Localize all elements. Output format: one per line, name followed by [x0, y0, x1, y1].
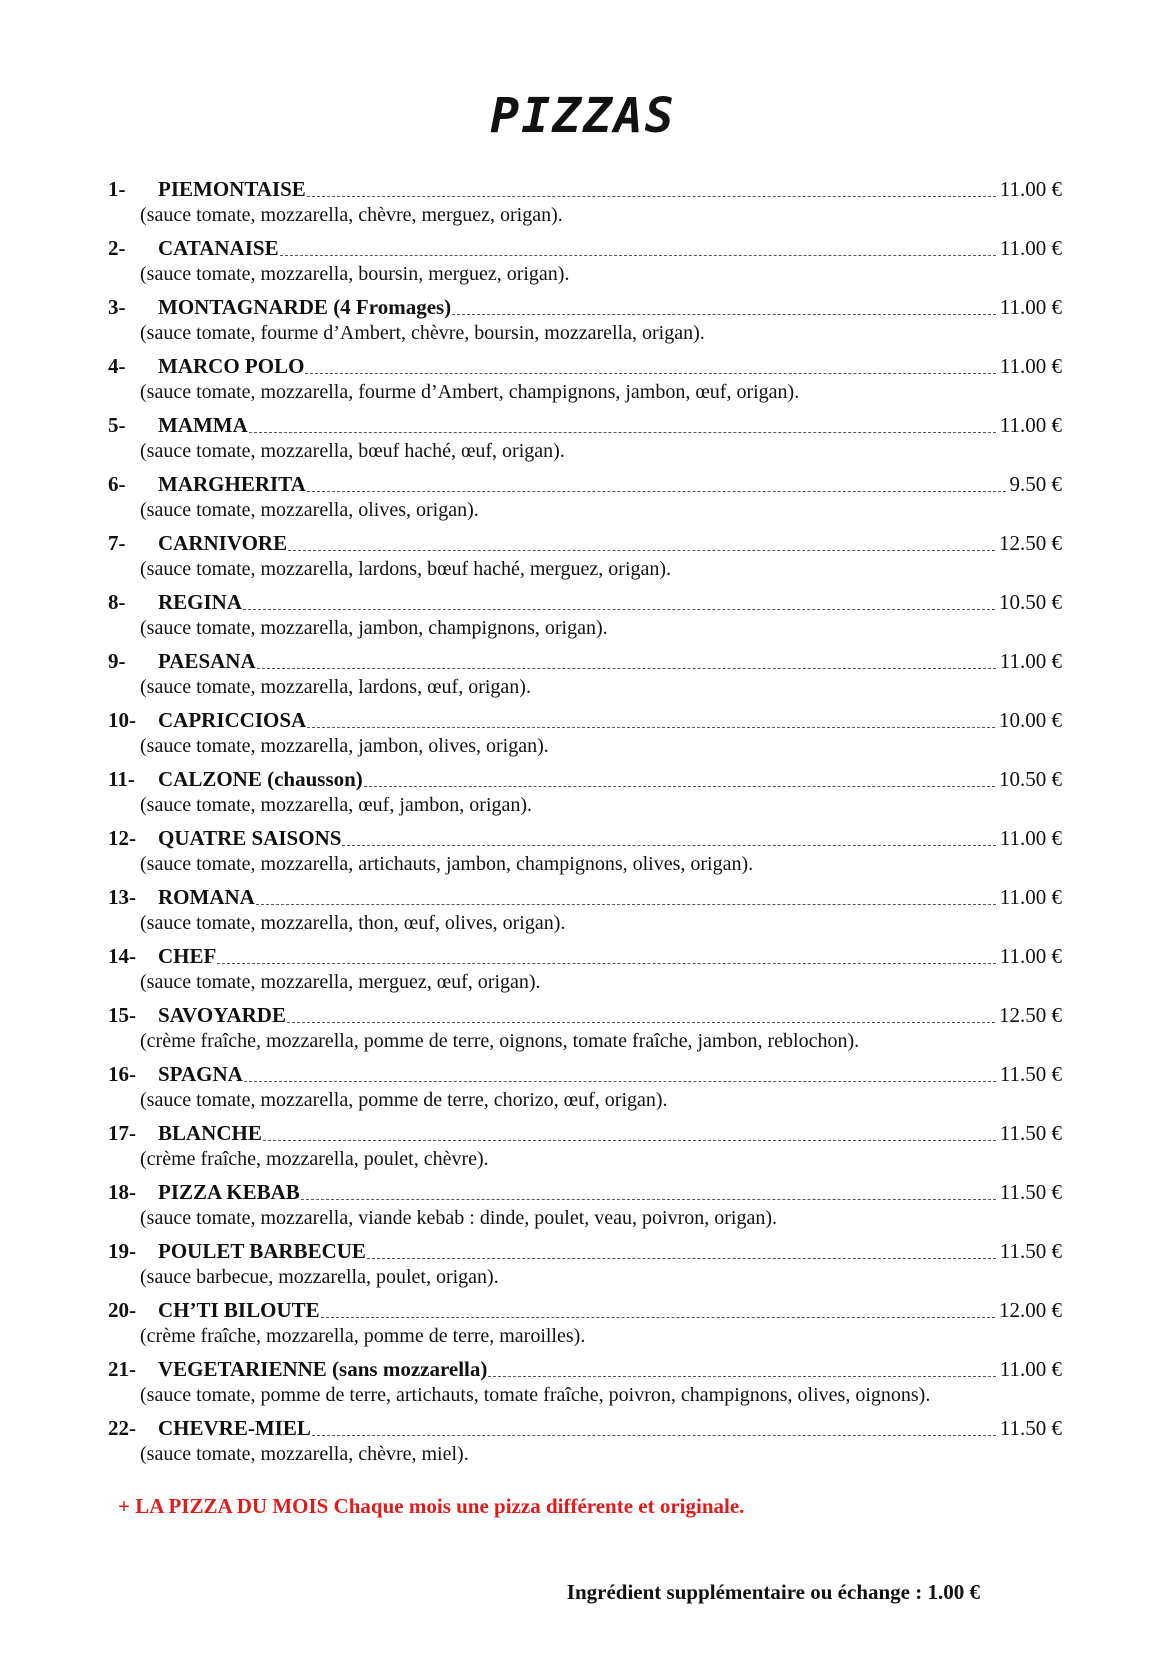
- item-price: 11.00 €: [999, 295, 1062, 319]
- item-number: 11-: [108, 767, 135, 791]
- menu-item: [108, 231, 1062, 290]
- dotted-leader: [301, 1199, 996, 1200]
- menu-item: [108, 1175, 1062, 1234]
- item-price: 11.00 €: [999, 177, 1062, 201]
- menu-item-row: [108, 821, 1062, 851]
- item-ingredients: (sauce tomate, mozzarella, bœuf haché, œuf, origan).: [140, 440, 565, 462]
- menu-item-row: [108, 1175, 1062, 1205]
- item-price: 11.00 €: [999, 649, 1062, 673]
- item-name: REGINA: [158, 590, 243, 614]
- menu-item-row: [108, 644, 1062, 674]
- item-price: 12.50 €: [999, 1003, 1062, 1027]
- item-price: 12.00 €: [999, 1298, 1062, 1322]
- item-number: 22-: [108, 1416, 136, 1440]
- item-ingredients: (sauce tomate, mozzarella, jambon, champignons, origan).: [140, 617, 608, 639]
- item-ingredients: (sauce tomate, mozzarella, merguez, œuf, origan).: [140, 971, 541, 993]
- item-number: 15-: [108, 1003, 136, 1027]
- item-number: 6-: [108, 472, 126, 496]
- menu-item: [108, 408, 1062, 467]
- item-ingredients: (sauce tomate, mozzarella, lardons, œuf, origan).: [140, 676, 531, 698]
- item-price: 11.50 €: [999, 1062, 1062, 1086]
- item-price: 11.50 €: [999, 1416, 1062, 1440]
- menu-item-row: [108, 172, 1062, 202]
- menu-item-row: [108, 998, 1062, 1028]
- item-ingredients: (sauce tomate, mozzarella, chèvre, miel).: [140, 1443, 469, 1465]
- item-ingredients: (crème fraîche, mozzarella, pomme de terre, maroilles).: [140, 1325, 586, 1347]
- item-price: 11.00 €: [999, 236, 1062, 260]
- item-name: CAPRICCIOSA: [158, 708, 307, 732]
- dotted-leader: [217, 963, 995, 964]
- dotted-leader: [256, 904, 996, 905]
- item-number: 17-: [108, 1121, 136, 1145]
- menu-item: [108, 939, 1062, 998]
- item-price: 11.00 €: [999, 1357, 1062, 1381]
- dotted-leader: [263, 1140, 996, 1141]
- dotted-leader: [452, 314, 996, 315]
- menu-item-row: [108, 467, 1062, 497]
- menu-item: [108, 1116, 1062, 1175]
- menu-item: [108, 526, 1062, 585]
- item-ingredients: (crème fraîche, mozzarella, pomme de terre, oignons, tomate fraîche, jambon, reblochon).: [140, 1030, 860, 1052]
- item-price: 11.00 €: [999, 944, 1062, 968]
- dotted-leader: [280, 255, 996, 256]
- item-name: VEGETARIENNE (sans mozzarella): [158, 1357, 488, 1381]
- item-number: 3-: [108, 295, 126, 319]
- item-name: MARGHERITA: [158, 472, 306, 496]
- item-name: QUATRE SAISONS: [158, 826, 342, 850]
- menu-item-row: [108, 585, 1062, 615]
- item-name: SPAGNA: [158, 1062, 243, 1086]
- page-title: PIZZAS: [490, 88, 676, 144]
- item-name: CALZONE (chausson): [158, 767, 363, 791]
- item-number: 1-: [108, 177, 126, 201]
- item-ingredients: (sauce tomate, mozzarella, olives, origan).: [140, 499, 479, 521]
- item-number: 16-: [108, 1062, 136, 1086]
- item-ingredients: (sauce tomate, mozzarella, thon, œuf, olives, origan).: [140, 912, 566, 934]
- item-price: 12.50 €: [999, 531, 1062, 555]
- item-number: 7-: [108, 531, 126, 555]
- menu-item-row: [108, 290, 1062, 320]
- item-ingredients: (sauce tomate, fourme d’Ambert, chèvre, boursin, mozzarella, origan).: [140, 322, 705, 344]
- item-name: SAVOYARDE: [158, 1003, 286, 1027]
- menu-item: [108, 762, 1062, 821]
- item-ingredients: (sauce tomate, mozzarella, œuf, jambon, origan).: [140, 794, 533, 816]
- item-price: 11.50 €: [999, 1180, 1062, 1204]
- menu-item: [108, 1411, 1062, 1470]
- item-name: CHEF: [158, 944, 217, 968]
- item-name: ROMANA: [158, 885, 255, 909]
- item-name: CH’TI BILOUTE: [158, 1298, 320, 1322]
- menu-item: [108, 585, 1062, 644]
- item-price: 11.00 €: [999, 413, 1062, 437]
- item-price: 11.00 €: [999, 354, 1062, 378]
- item-number: 10-: [108, 708, 136, 732]
- dotted-leader: [257, 668, 996, 669]
- menu-item-row: [108, 1352, 1062, 1382]
- dotted-leader: [488, 1376, 995, 1377]
- menu-item-row: [108, 880, 1062, 910]
- item-price: 11.00 €: [999, 826, 1062, 850]
- dotted-leader: [287, 1022, 995, 1023]
- menu-item: [108, 349, 1062, 408]
- menu-item-row: [108, 349, 1062, 379]
- menu-item: [108, 821, 1062, 880]
- item-ingredients: (sauce tomate, pomme de terre, artichauts, tomate fraîche, poivron, champignons, olives, oignons).: [140, 1384, 931, 1406]
- dotted-leader: [307, 491, 1006, 492]
- menu-item: [108, 290, 1062, 349]
- item-ingredients: (sauce tomate, mozzarella, chèvre, merguez, origan).: [140, 204, 563, 226]
- item-ingredients: (sauce tomate, mozzarella, artichauts, jambon, champignons, olives, origan).: [140, 853, 754, 875]
- item-ingredients: (sauce tomate, mozzarella, pomme de terre, chorizo, œuf, origan).: [140, 1089, 668, 1111]
- item-ingredients: (sauce tomate, mozzarella, lardons, bœuf haché, merguez, origan).: [140, 558, 672, 580]
- dotted-leader: [307, 727, 995, 728]
- menu-item-row: [108, 762, 1062, 792]
- menu-item: [108, 1234, 1062, 1293]
- menu-item: [108, 1057, 1062, 1116]
- dotted-leader: [243, 609, 995, 610]
- item-name: CATANAISE: [158, 236, 279, 260]
- item-number: 9-: [108, 649, 126, 673]
- item-number: 5-: [108, 413, 126, 437]
- item-number: 13-: [108, 885, 136, 909]
- dotted-leader: [244, 1081, 996, 1082]
- menu-item-row: [108, 703, 1062, 733]
- item-name: PIZZA KEBAB: [158, 1180, 300, 1204]
- item-name: MAMMA: [158, 413, 248, 437]
- dotted-leader: [307, 196, 996, 197]
- dotted-leader: [288, 550, 995, 551]
- item-name: PIEMONTAISE: [158, 177, 306, 201]
- pizza-menu-list: [108, 172, 1062, 1470]
- menu-item-row: [108, 408, 1062, 438]
- menu-item: [108, 998, 1062, 1057]
- item-number: 19-: [108, 1239, 136, 1263]
- item-name: PAESANA: [158, 649, 256, 673]
- item-number: 12-: [108, 826, 136, 850]
- menu-item-row: [108, 1293, 1062, 1323]
- dotted-leader: [342, 845, 995, 846]
- item-name: CHEVRE-MIEL: [158, 1416, 311, 1440]
- menu-item: [108, 880, 1062, 939]
- menu-item-row: [108, 526, 1062, 556]
- menu-item-row: [108, 1234, 1062, 1264]
- menu-item: [108, 172, 1062, 231]
- item-number: 2-: [108, 236, 126, 260]
- item-number: 4-: [108, 354, 126, 378]
- item-price: 11.50 €: [999, 1121, 1062, 1145]
- dotted-leader: [249, 432, 996, 433]
- menu-item: [108, 703, 1062, 762]
- item-number: 20-: [108, 1298, 136, 1322]
- menu-item: [108, 1352, 1062, 1411]
- item-ingredients: (sauce barbecue, mozzarella, poulet, origan).: [140, 1266, 499, 1288]
- item-ingredients: (crème fraîche, mozzarella, poulet, chèvre).: [140, 1148, 489, 1170]
- item-name: MONTAGNARDE (4 Fromages): [158, 295, 452, 319]
- menu-item: [108, 1293, 1062, 1352]
- menu-item: [108, 644, 1062, 703]
- item-number: 14-: [108, 944, 136, 968]
- menu-item: [108, 467, 1062, 526]
- dotted-leader: [321, 1317, 995, 1318]
- dotted-leader: [364, 786, 995, 787]
- extra-ingredient-note: Ingrédient supplémentaire ou échange : 1.00 €: [566, 1580, 980, 1604]
- item-name: CARNIVORE: [158, 531, 288, 555]
- item-ingredients: (sauce tomate, mozzarella, viande kebab : dinde, poulet, veau, poivron, origan).: [140, 1207, 777, 1229]
- dotted-leader: [305, 373, 995, 374]
- pizza-of-the-month-note: + LA PIZZA DU MOIS Chaque mois une pizza différente et originale.: [118, 1494, 745, 1518]
- item-name: MARCO POLO: [158, 354, 305, 378]
- item-ingredients: (sauce tomate, mozzarella, fourme d’Ambert, champignons, jambon, œuf, origan).: [140, 381, 800, 403]
- item-number: 21-: [108, 1357, 136, 1381]
- item-price: 11.00 €: [999, 885, 1062, 909]
- menu-item-row: [108, 1057, 1062, 1087]
- item-price: 10.50 €: [999, 590, 1062, 614]
- dotted-leader: [312, 1435, 996, 1436]
- menu-item-row: [108, 231, 1062, 261]
- dotted-leader: [367, 1258, 996, 1259]
- menu-item-row: [108, 939, 1062, 969]
- item-number: 8-: [108, 590, 126, 614]
- item-price: 10.00 €: [999, 708, 1062, 732]
- item-price: 11.50 €: [999, 1239, 1062, 1263]
- menu-item-row: [108, 1411, 1062, 1441]
- item-number: 18-: [108, 1180, 136, 1204]
- item-name: BLANCHE: [158, 1121, 262, 1145]
- item-ingredients: (sauce tomate, mozzarella, jambon, olives, origan).: [140, 735, 549, 757]
- item-name: POULET BARBECUE: [158, 1239, 366, 1263]
- item-ingredients: (sauce tomate, mozzarella, boursin, merguez, origan).: [140, 263, 570, 285]
- item-price: 10.50 €: [999, 767, 1062, 791]
- menu-item-row: [108, 1116, 1062, 1146]
- item-price: 9.50 €: [1009, 472, 1062, 496]
